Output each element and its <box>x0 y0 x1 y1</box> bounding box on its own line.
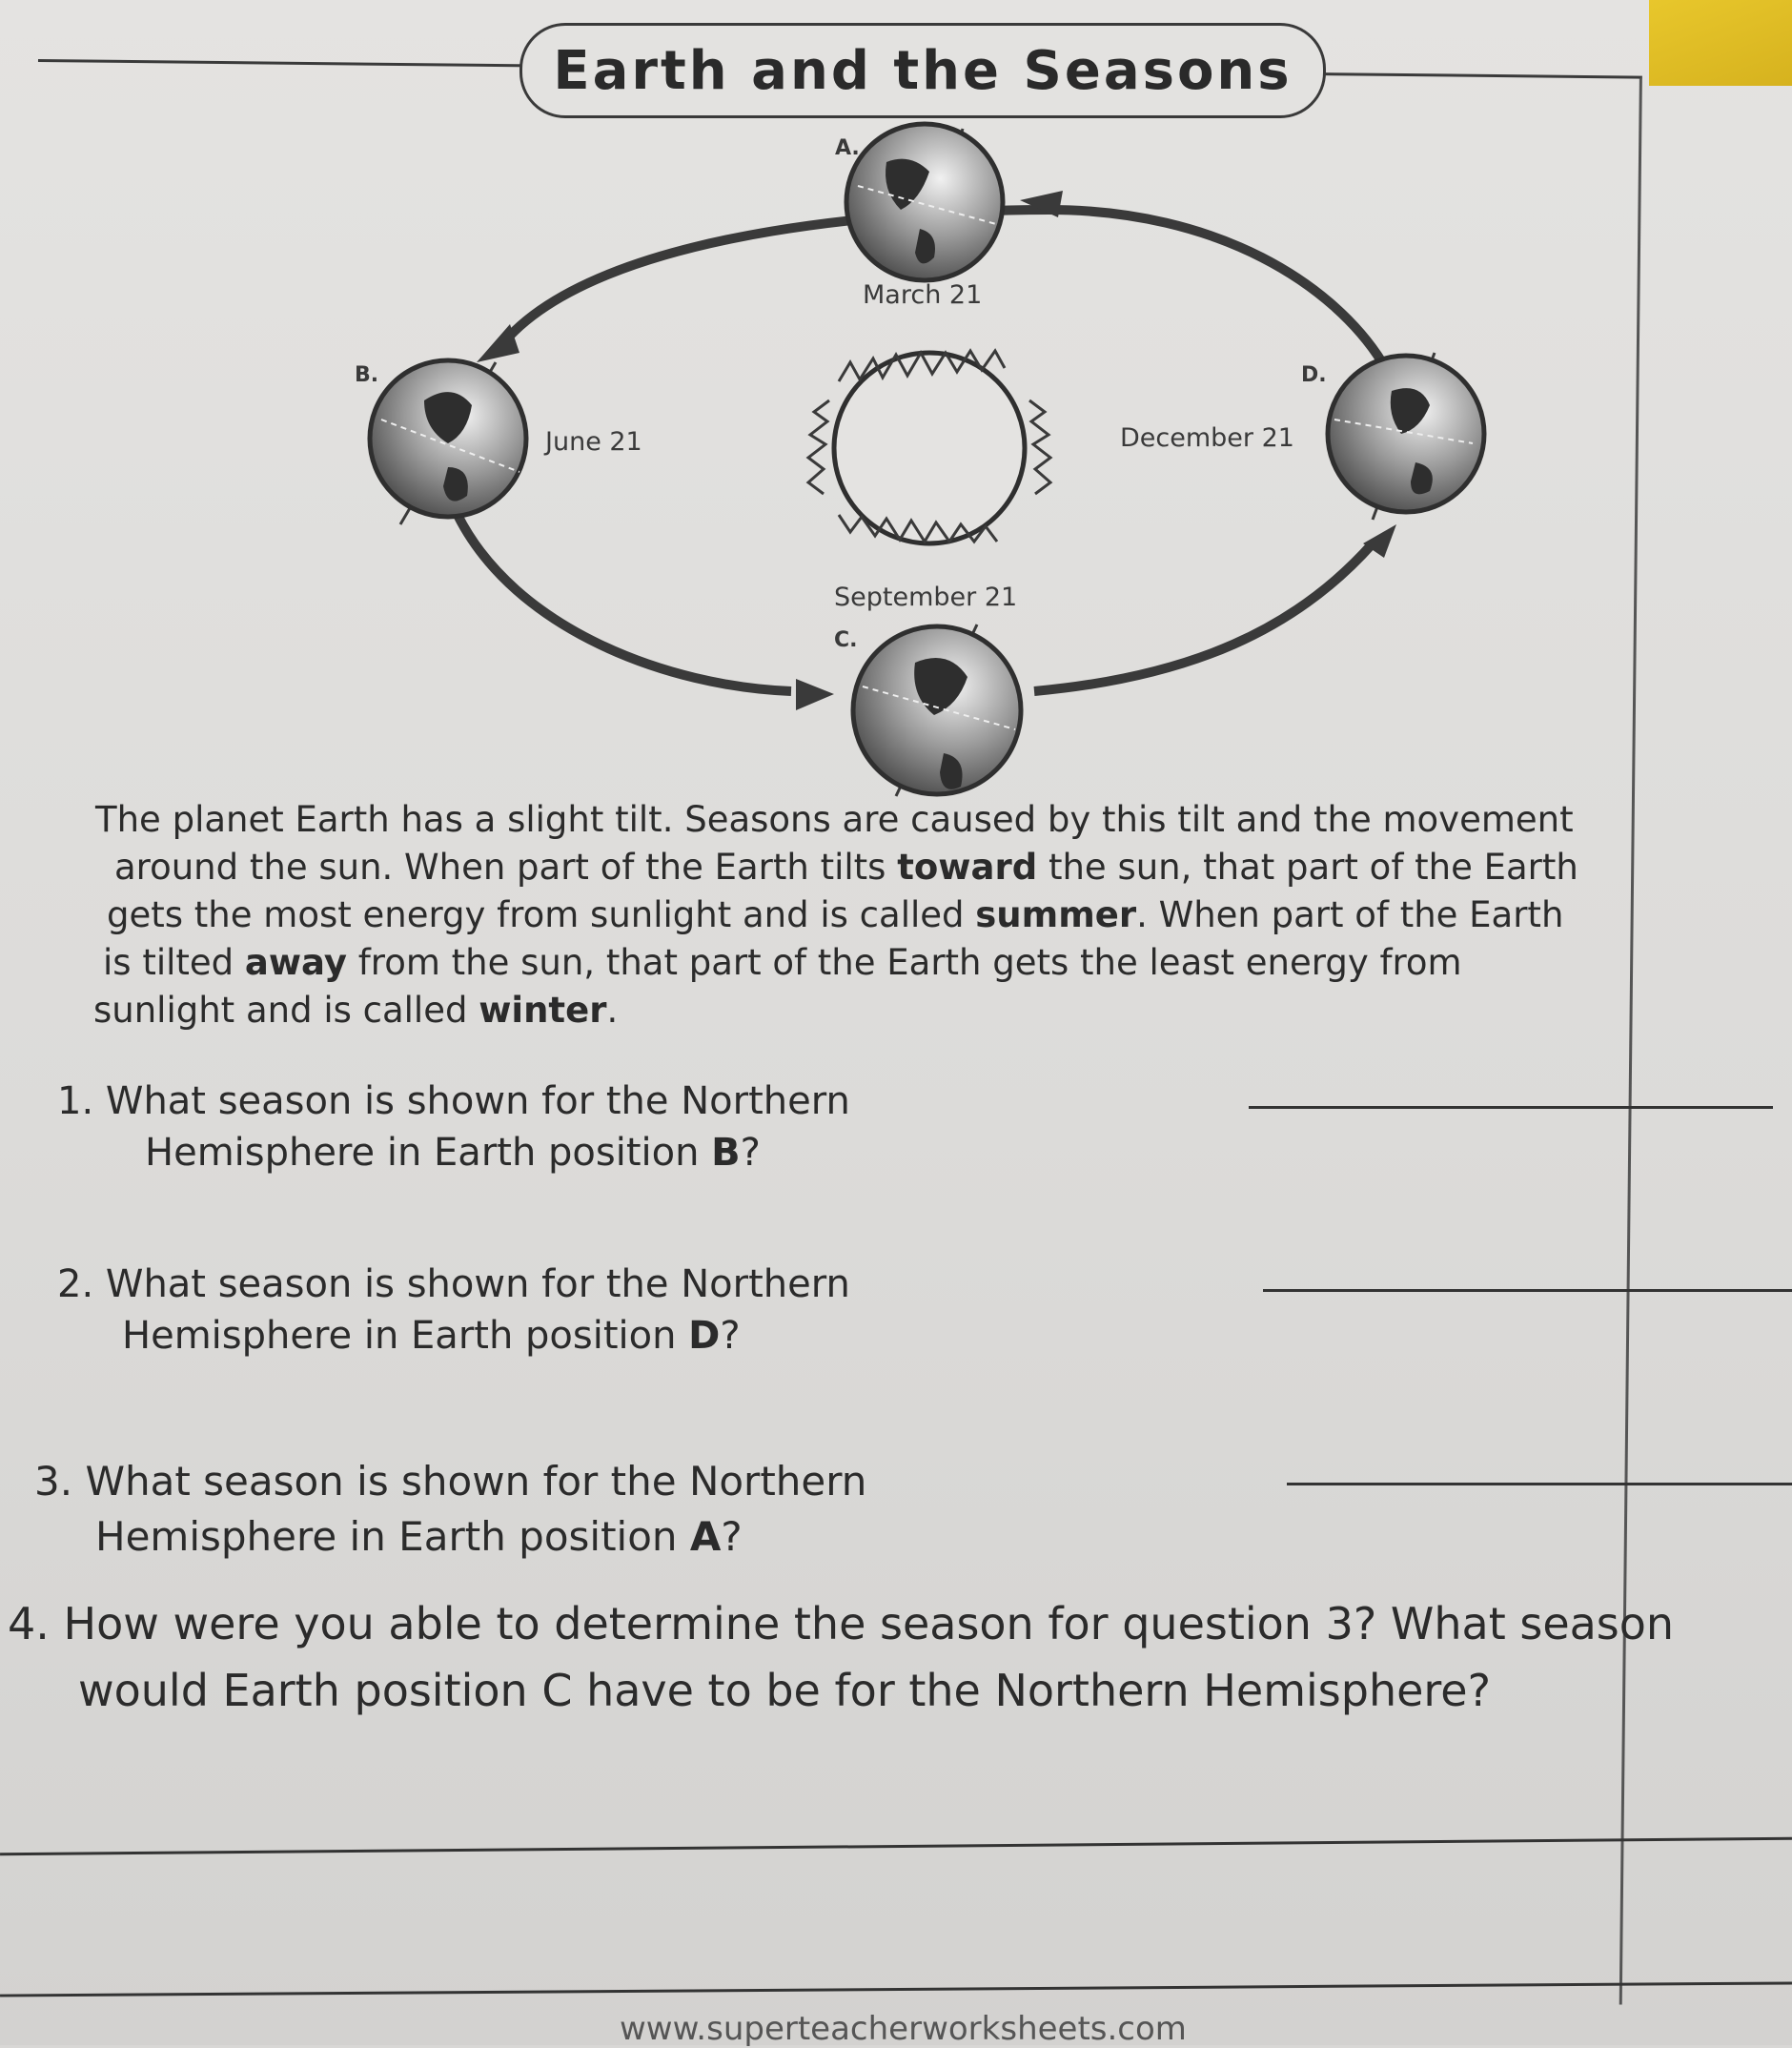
answer-line-2[interactable] <box>1263 1289 1792 1292</box>
label-position-c: C. <box>834 628 858 652</box>
question-4 <box>8 1590 1674 1724</box>
answer-line-3[interactable] <box>1287 1483 1792 1485</box>
intro-line-1: The planet Earth has a slight tilt. Seasons are caused by this tilt and the movement <box>95 799 1574 840</box>
orbit-arc-bottom-left <box>458 515 791 691</box>
label-position-d: D. <box>1301 363 1327 387</box>
label-march-21: March 21 <box>863 280 983 310</box>
question-1: 1. What season is shown for the Northern Hemisphere in Earth position B? <box>57 1079 850 1175</box>
intro-line-3: gets the most energy from sunlight and is called summer. When part of the Earth <box>107 894 1564 935</box>
answer-line-1[interactable] <box>1249 1106 1773 1109</box>
sun-icon <box>808 351 1050 543</box>
label-position-b: B. <box>355 363 379 387</box>
earth-globe-c <box>853 625 1021 796</box>
question-4-number: 4. <box>8 1598 50 1649</box>
question-3-position: A <box>689 1513 722 1560</box>
page-title: Earth and the Seasons <box>553 39 1293 102</box>
earth-globe-d <box>1328 353 1484 520</box>
label-december-21: December 21 <box>1120 423 1294 453</box>
question-2-number: 2. <box>57 1262 94 1306</box>
question-4-line-2: would Earth position C have to be for the Northern Hemisphere? <box>78 1665 1492 1716</box>
intro-line-5: sunlight and is called winter. <box>93 990 619 1031</box>
question-3: 3. What season is shown for the Northern Hemisphere in Earth position A? <box>34 1458 867 1560</box>
question-1-position: B <box>711 1131 741 1175</box>
intro-paragraph <box>95 796 1773 1034</box>
question-1-line-2: Hemisphere in Earth position <box>145 1131 712 1175</box>
question-2: 2. What season is shown for the Northern Hemisphere in Earth position D? <box>57 1262 850 1358</box>
question-3-line-1: What season is shown for the Northern <box>85 1458 867 1505</box>
orbit-arc-bottom-right <box>1034 543 1373 691</box>
earth-globe-a <box>846 124 1003 280</box>
question-2-position: D <box>688 1314 721 1358</box>
question-2-line-2: Hemisphere in Earth position <box>122 1314 689 1358</box>
question-1-line-1: What season is shown for the Northern <box>105 1079 850 1123</box>
label-position-a: A. <box>835 136 860 160</box>
intro-line-2: around the sun. When part of the Earth tilts toward the sun, that part of the Earth <box>114 847 1578 888</box>
question-3-number: 3. <box>34 1458 73 1505</box>
label-september-21: September 21 <box>834 583 1018 612</box>
yellow-corner <box>1649 0 1792 86</box>
label-june-21: June 21 <box>545 427 642 457</box>
question-2-line-1: What season is shown for the Northern <box>105 1262 850 1306</box>
question-1-number: 1. <box>57 1079 94 1123</box>
earth-orbit-diagram <box>0 95 1792 801</box>
intro-line-4: is tilted away from the sun, that part of the Earth gets the least energy from <box>103 942 1462 983</box>
question-4-line-1: How were you able to determine the season for question 3? What season <box>63 1598 1675 1649</box>
question-3-line-2: Hemisphere in Earth position <box>95 1513 690 1560</box>
earth-globe-b <box>370 360 526 524</box>
orbit-arrow-bottom <box>796 679 834 710</box>
footer-url: www.superteacherworksheets.com <box>620 2010 1187 2048</box>
